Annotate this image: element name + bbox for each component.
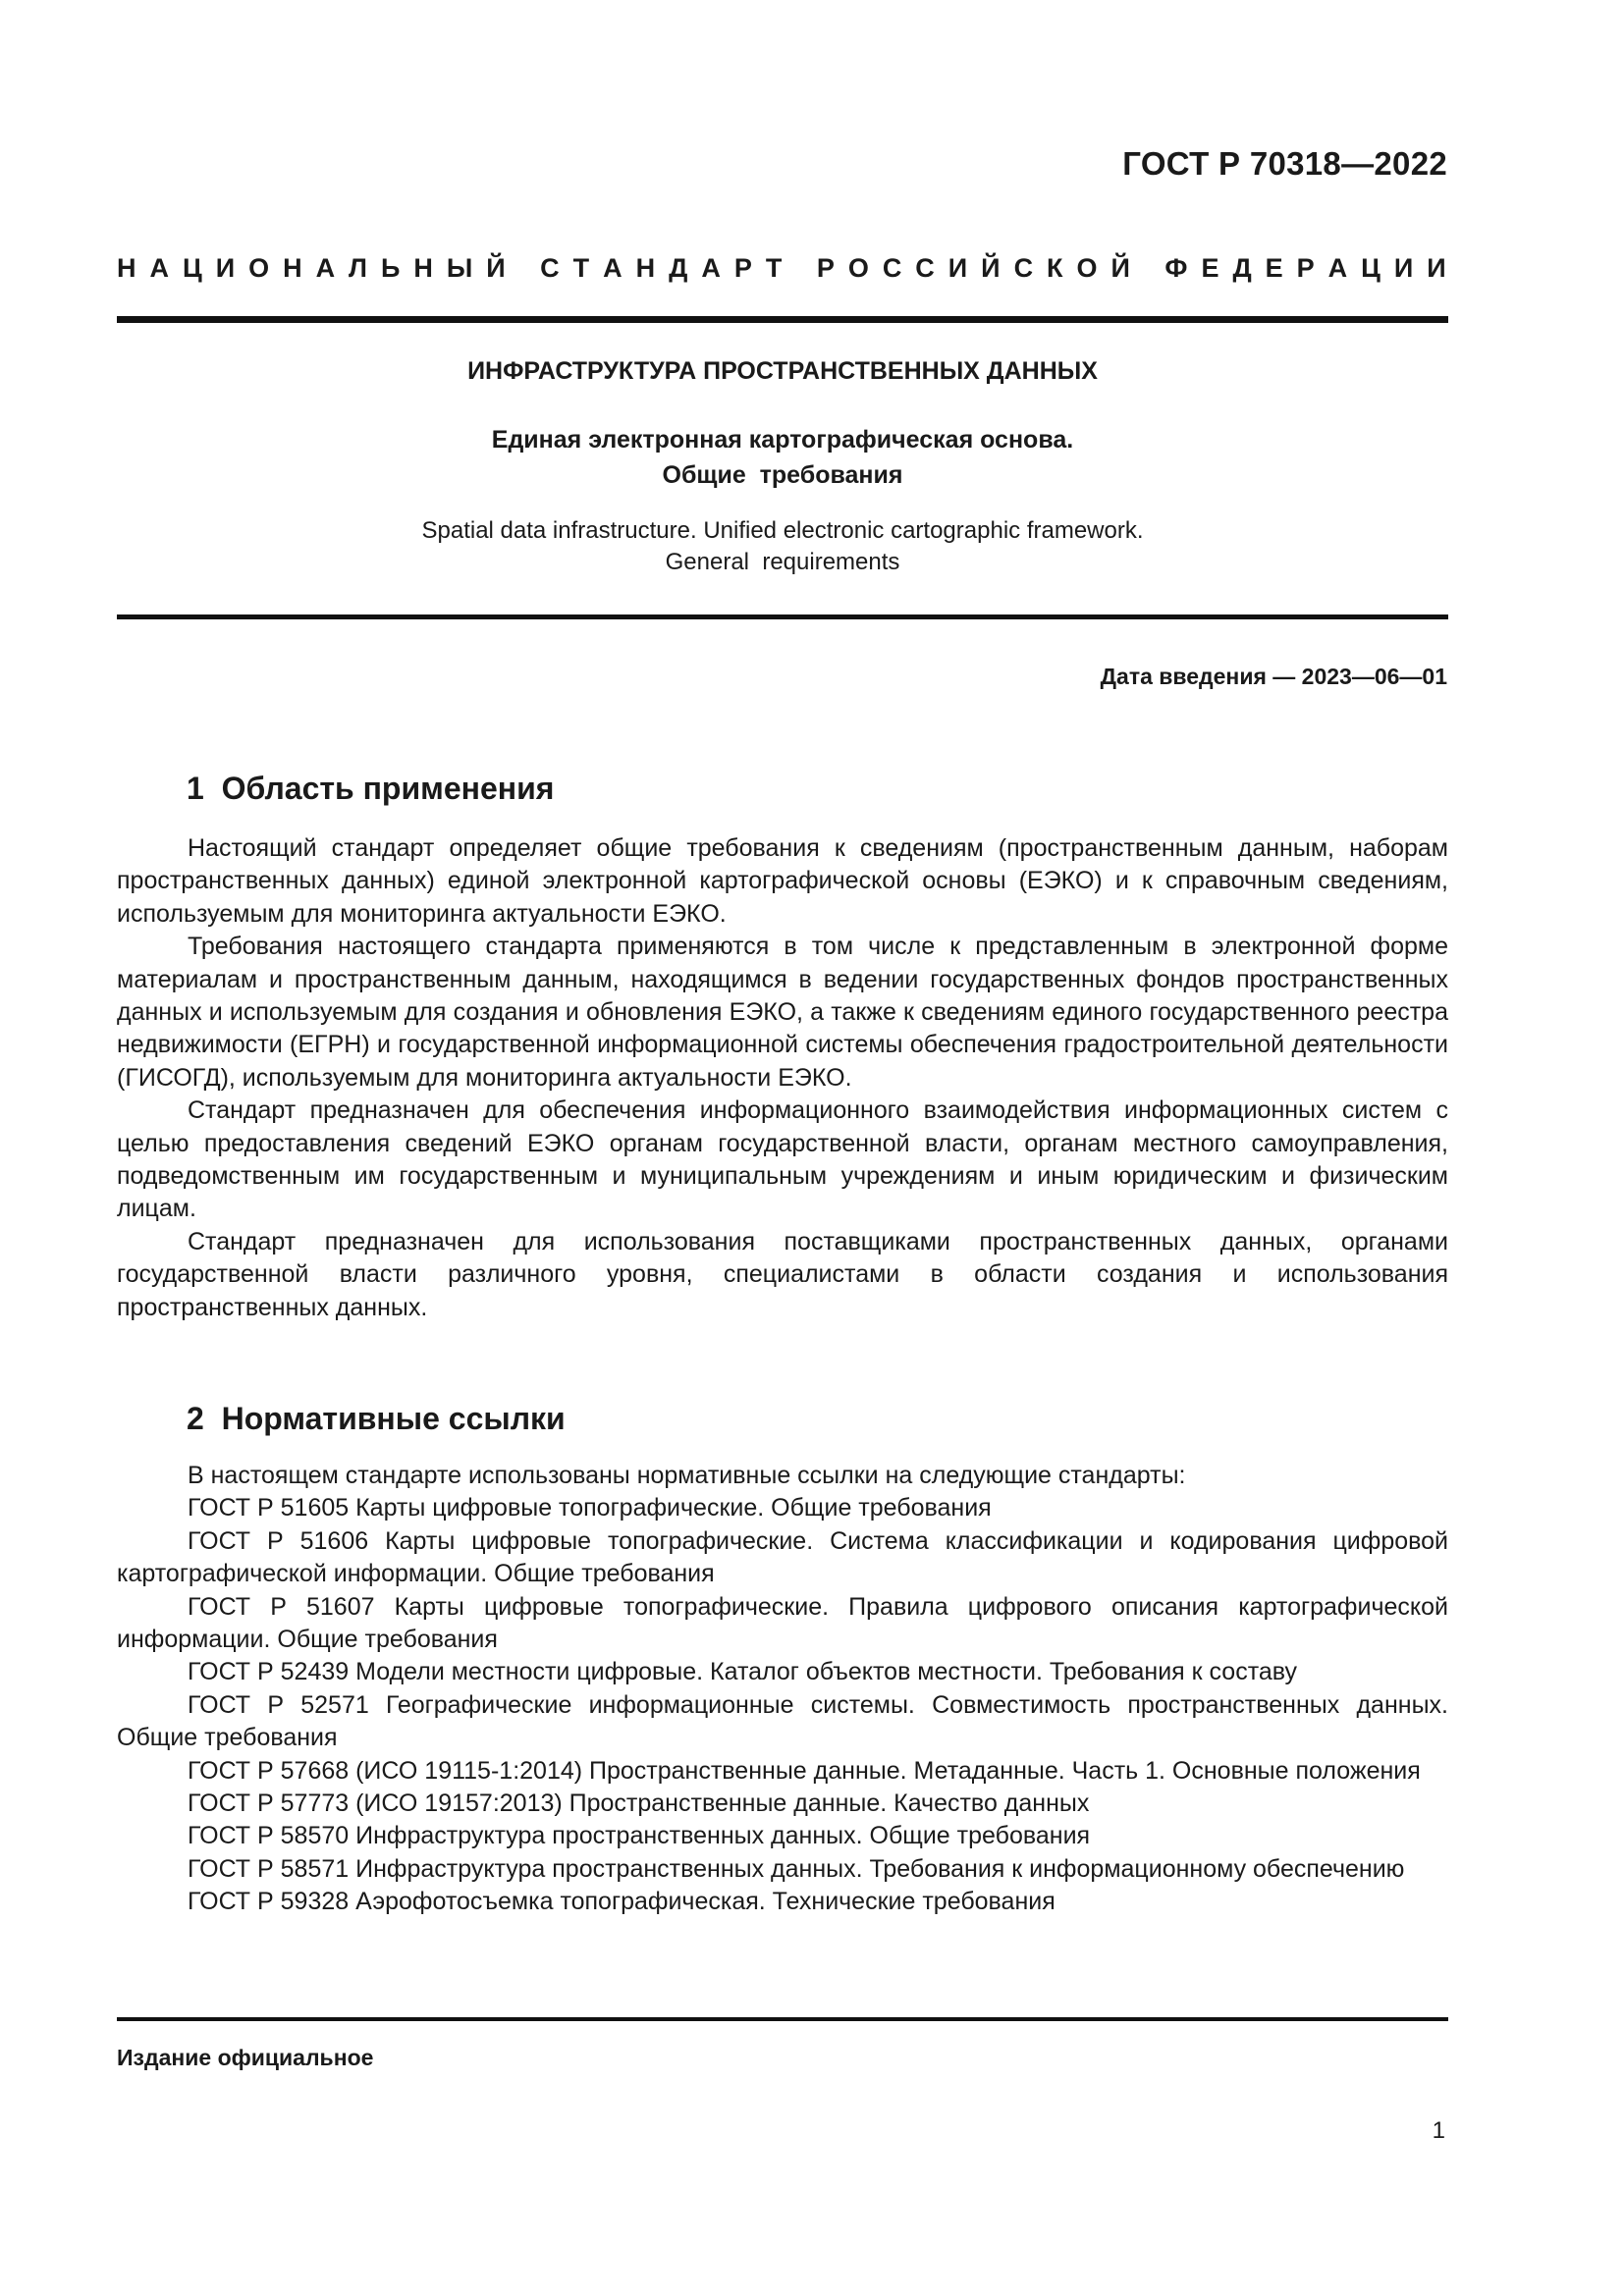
national-standard-letter: Й [486, 253, 506, 283]
national-standard-letter: И [1427, 253, 1446, 283]
national-standard-letter: Н [413, 253, 433, 283]
introduction-date: Дата введения — 2023—06—01 [1100, 664, 1447, 689]
national-standard-letter: Ы [446, 253, 473, 283]
national-standard-letter: А [149, 253, 169, 283]
paragraph: В настоящем стандарте использованы нормативные ссылки на следующие стандарты: [188, 1462, 1186, 1489]
national-standard-letter: Ц [182, 253, 202, 283]
national-standard-letter: Ь [380, 253, 401, 283]
national-standard-letter: С [915, 253, 935, 283]
document-subtitle-en [117, 515, 1448, 578]
national-standard-letter: Ф [1164, 253, 1188, 283]
reference-item: ГОСТ Р 52439 Модели местности цифровые. Каталог объектов местности. Требования к составу [188, 1658, 1298, 1686]
subtitle-en-line-1: Spatial data infrastructure. Unified electronic cartographic framework. [421, 517, 1144, 544]
national-standard-letter [795, 253, 803, 284]
section-1-body [117, 832, 1448, 1324]
document-title: ИНФРАСТРУКТУРА ПРОСТРАНСТВЕННЫХ ДАННЫХ [467, 357, 1098, 385]
national-standard-heading [117, 253, 1446, 284]
national-standard-letter: Д [669, 253, 688, 283]
section-2-heading: 2 Нормативные ссылки [187, 1401, 566, 1436]
reference-item: ГОСТ Р 58571 Инфраструктура пространственных данных. Требования к информационному обеспечению [188, 1854, 1405, 1883]
national-standard-letter: А [701, 253, 721, 283]
official-publication-label: Издание официальное [117, 2045, 374, 2070]
section-1-heading: 1 Область применения [187, 771, 555, 806]
national-standard-letter: К [1047, 253, 1063, 283]
national-standard-letter: А [315, 253, 336, 283]
national-standard-letter: И [215, 253, 236, 283]
gost-number: ГОСТ Р 70318—2022 [1122, 145, 1447, 182]
national-standard-letter [1144, 253, 1152, 284]
national-standard-letter [519, 253, 527, 284]
reference-item: ГОСТ Р 51606 Карты цифровые топографические. Система классификации и кодирования цифровой картографической информации. Общие требования [117, 1526, 1448, 1588]
paragraph: Настоящий стандарт определяет общие требования к сведениям (пространственным данным, наборам пространственных данных) единой электронной картографической основы (ЕЭКО) и к справочным сведениям, используемым для мониторинга актуальности ЕЭКО. [117, 834, 1448, 928]
reference-item: ГОСТ Р 58570 Инфраструктура пространственных данных. Общие требования [188, 1822, 1091, 1850]
reference-item: ГОСТ Р 51605 Карты цифровые топографические. Общие требования [188, 1494, 992, 1522]
national-standard-letter: Р [1296, 253, 1315, 283]
national-standard-letter: Й [981, 253, 1001, 283]
reference-item: ГОСТ Р 51607 Карты цифровые топографические. Правила цифрового описания картографической информации. Общие требования [117, 1592, 1448, 1654]
national-standard-letter: И [947, 253, 968, 283]
national-standard-letter: Н [283, 253, 302, 283]
paragraph: Стандарт предназначен для обеспечения информационного взаимодействия информационных систем с целью предоставления сведений ЕЭКО органам государственной власти, органам местного самоуправления, подведомственным им государственным и муниципальным учреждениям и иным юридическим и физическим лицам. [117, 1096, 1448, 1223]
top-rule [117, 316, 1448, 323]
national-standard-letter: Т [572, 253, 590, 283]
national-standard-letter: Ц [1361, 253, 1380, 283]
national-standard-letter: Й [1110, 253, 1130, 283]
national-standard-letter: И [1393, 253, 1414, 283]
footer-rule [117, 2017, 1448, 2021]
national-standard-letter: Р [816, 253, 835, 283]
national-standard-letter: Р [733, 253, 752, 283]
reference-item: ГОСТ Р 59328 Аэрофотосъемка топографическая. Технические требования [188, 1888, 1056, 1916]
reference-item: ГОСТ Р 52571 Географические информационные системы. Совместимость пространственных данных. Общие требования [117, 1690, 1448, 1752]
national-standard-letter: О [248, 253, 270, 283]
document-subtitle-ru [117, 422, 1448, 493]
national-standard-letter: Д [1232, 253, 1252, 283]
subtitle-ru-line-1: Единая электронная картографическая основа. [491, 426, 1074, 454]
national-standard-letter: С [882, 253, 902, 283]
paragraph: Требования настоящего стандарта применяются в том числе к представленным в электронной форме материалам и пространственным данным, находящимся в ведении государственных фондов пространственных данных и используемым для создания и обновления ЕЭКО, а также к сведениям единого государственного реестра недвижимости (ЕГРН) и государственной информационной системы обеспечения градостроительной деятельности (ГИСОГД), используемым для мониторинга актуальности ЕЭКО. [117, 933, 1448, 1092]
reference-item: ГОСТ Р 57773 (ИСО 19157:2013) Пространственные данные. Качество данных [188, 1789, 1090, 1818]
national-standard-letter: Е [1201, 253, 1219, 283]
paragraph: Стандарт предназначен для использования поставщиками пространственных данных, органами государственной власти различного уровня, специалистами в области создания и использования пространственных данных. [117, 1227, 1448, 1321]
national-standard-letter: О [847, 253, 869, 283]
national-standard-letter: А [1327, 253, 1348, 283]
section-2-body [117, 1460, 1448, 1919]
national-standard-letter: Н [635, 253, 656, 283]
national-standard-letter: О [1076, 253, 1098, 283]
national-standard-letter: Е [1265, 253, 1283, 283]
national-standard-letter: С [540, 253, 560, 283]
subtitle-ru-line-2: Общие требования [662, 461, 903, 489]
page-number: 1 [1432, 2117, 1445, 2144]
national-standard-letter: Л [349, 253, 367, 283]
title-rule [117, 614, 1448, 619]
national-standard-letter: Н [117, 253, 136, 283]
reference-item: ГОСТ Р 57668 (ИСО 19115-1:2014) Пространственные данные. Метаданные. Часть 1. Основные положения [188, 1756, 1421, 1785]
national-standard-letter: А [603, 253, 623, 283]
national-standard-letter: С [1013, 253, 1034, 283]
national-standard-letter: Т [765, 253, 783, 283]
subtitle-en-line-2: General requirements [665, 549, 900, 575]
